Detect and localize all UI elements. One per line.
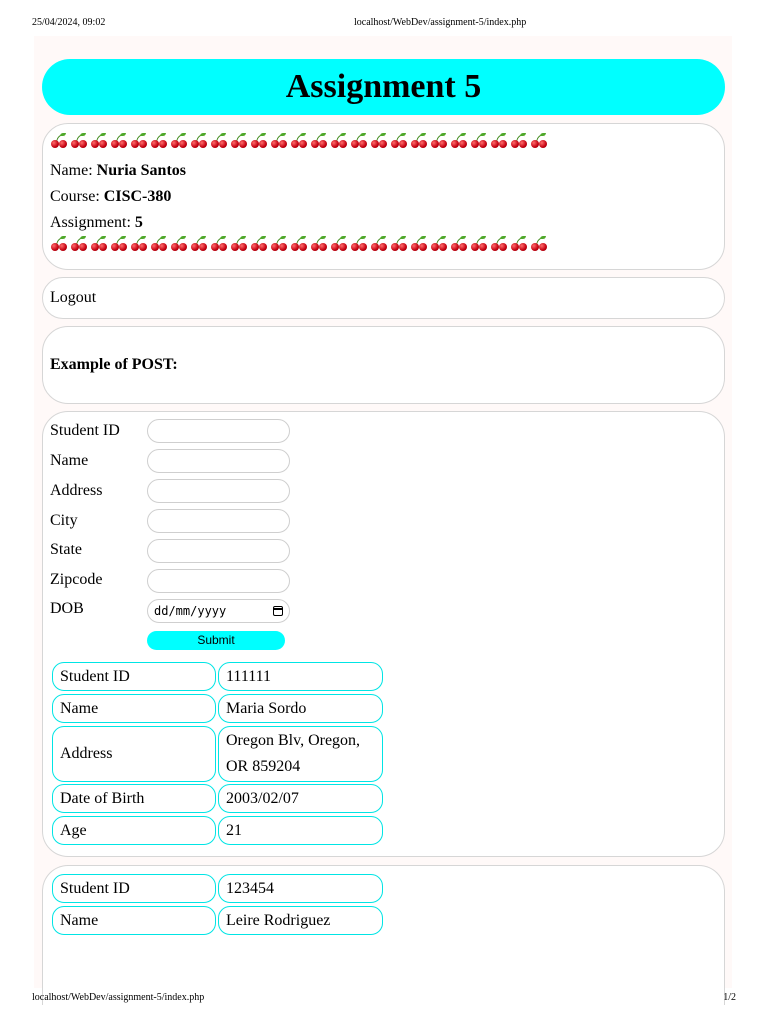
cherry-icon <box>450 134 468 148</box>
record1-value-name: Maria Sordo <box>218 694 383 723</box>
record2-key-name: Name <box>52 906 216 935</box>
cherry-icon <box>430 237 448 251</box>
info-assignment-label: Assignment: <box>50 214 135 231</box>
cherry-icon <box>230 237 248 251</box>
post-heading-panel <box>42 326 725 404</box>
city-input[interactable] <box>147 509 290 533</box>
cherry-icon <box>250 134 268 148</box>
cherry-icon <box>230 134 248 148</box>
cherry-icon <box>510 237 528 251</box>
cherry-icon <box>390 134 408 148</box>
cherry-icon <box>410 134 428 148</box>
cherry-icon <box>190 237 208 251</box>
cherry-icon <box>430 134 448 148</box>
print-footer <box>32 992 736 1006</box>
submit-button[interactable]: Submit <box>147 631 285 650</box>
name-input[interactable] <box>147 449 290 473</box>
city-label: City <box>50 512 78 529</box>
student-record-panel-2 <box>42 865 725 1005</box>
info-course-label: Course: <box>50 188 104 205</box>
cherry-icon <box>210 134 228 148</box>
cherry-icon <box>470 134 488 148</box>
cherry-icon <box>350 237 368 251</box>
dob-placeholder: dd/mm/yyyy <box>154 604 227 618</box>
cherry-icon <box>310 134 328 148</box>
cherry-icon <box>330 237 348 251</box>
record2-value-name: Leire Rodriguez <box>218 906 383 935</box>
cherry-row-top <box>50 134 550 154</box>
name-label: Name <box>50 452 89 469</box>
cherry-icon <box>150 134 168 148</box>
record1-key-student-id: Student ID <box>52 662 216 691</box>
record1-key-dob: Date of Birth <box>52 784 216 813</box>
page-number: 1/2 <box>723 992 736 1003</box>
post-heading: Example of POST: <box>50 356 178 373</box>
record1-key-age: Age <box>52 816 216 845</box>
cherry-icon <box>290 134 308 148</box>
logout-panel <box>42 277 725 319</box>
info-assignment <box>50 213 143 233</box>
cherry-icon <box>470 237 488 251</box>
student-info-panel <box>42 123 725 270</box>
cherry-icon <box>210 237 228 251</box>
cherry-icon <box>490 237 508 251</box>
cherry-icon <box>130 237 148 251</box>
record1-key-address: Address <box>52 726 216 782</box>
cherry-icon <box>350 134 368 148</box>
cherry-icon <box>150 237 168 251</box>
record2-key-student-id: Student ID <box>52 874 216 903</box>
print-header <box>32 17 736 31</box>
student-form-panel <box>42 411 725 857</box>
print-date: 25/04/2024, 09:02 <box>32 17 106 28</box>
logout-link[interactable]: Logout <box>50 289 97 306</box>
record1-value-address: Oregon Blv, Oregon, OR 859204 <box>218 726 383 782</box>
student-id-label: Student ID <box>50 422 120 439</box>
cherry-icon <box>130 134 148 148</box>
record2-value-student-id: 123454 <box>218 874 383 903</box>
record1-key-name: Name <box>52 694 216 723</box>
dob-label: DOB <box>50 600 84 617</box>
cherry-icon <box>530 237 548 251</box>
cherry-icon <box>50 134 68 148</box>
cherry-icon <box>170 134 188 148</box>
cherry-icon <box>290 237 308 251</box>
dob-input[interactable] <box>147 599 290 623</box>
cherry-icon <box>330 134 348 148</box>
cherry-icon <box>530 134 548 148</box>
cherry-icon <box>450 237 468 251</box>
cherry-icon <box>390 237 408 251</box>
cherry-icon <box>310 237 328 251</box>
page-title: Assignment 5 <box>285 68 482 105</box>
cherry-icon <box>110 134 128 148</box>
footer-url: localhost/WebDev/assignment-5/index.php <box>32 992 205 1003</box>
cherry-icon <box>90 237 108 251</box>
info-name <box>50 161 186 181</box>
cherry-icon <box>410 237 428 251</box>
cherry-icon <box>270 134 288 148</box>
cherry-icon <box>70 134 88 148</box>
cherry-icon <box>70 237 88 251</box>
cherry-icon <box>110 237 128 251</box>
address-input[interactable] <box>147 479 290 503</box>
cherry-icon <box>370 237 388 251</box>
zipcode-input[interactable] <box>147 569 290 593</box>
zipcode-label: Zipcode <box>50 571 103 588</box>
info-name-label: Name: <box>50 162 97 179</box>
state-input[interactable] <box>147 539 290 563</box>
info-course <box>50 187 171 207</box>
title-banner <box>42 59 725 115</box>
record1-value-dob: 2003/02/07 <box>218 784 383 813</box>
cherry-icon <box>90 134 108 148</box>
cherry-icon <box>50 237 68 251</box>
info-course-value: CISC-380 <box>103 188 172 205</box>
info-assignment-value: 5 <box>134 214 143 231</box>
cherry-icon <box>510 134 528 148</box>
info-name-value: Nuria Santos <box>96 162 187 179</box>
state-label: State <box>50 541 82 558</box>
print-url: localhost/WebDev/assignment-5/index.php <box>354 17 527 28</box>
record1-value-age: 21 <box>218 816 383 845</box>
student-id-input[interactable] <box>147 419 290 443</box>
cherry-icon <box>170 237 188 251</box>
cherry-icon <box>190 134 208 148</box>
record1-value-student-id: 111111 <box>218 662 383 691</box>
address-label: Address <box>50 482 103 499</box>
cherry-icon <box>250 237 268 251</box>
cherry-row-bottom <box>50 237 550 257</box>
calendar-icon[interactable] <box>273 606 283 616</box>
cherry-icon <box>270 237 288 251</box>
cherry-icon <box>370 134 388 148</box>
cherry-icon <box>490 134 508 148</box>
